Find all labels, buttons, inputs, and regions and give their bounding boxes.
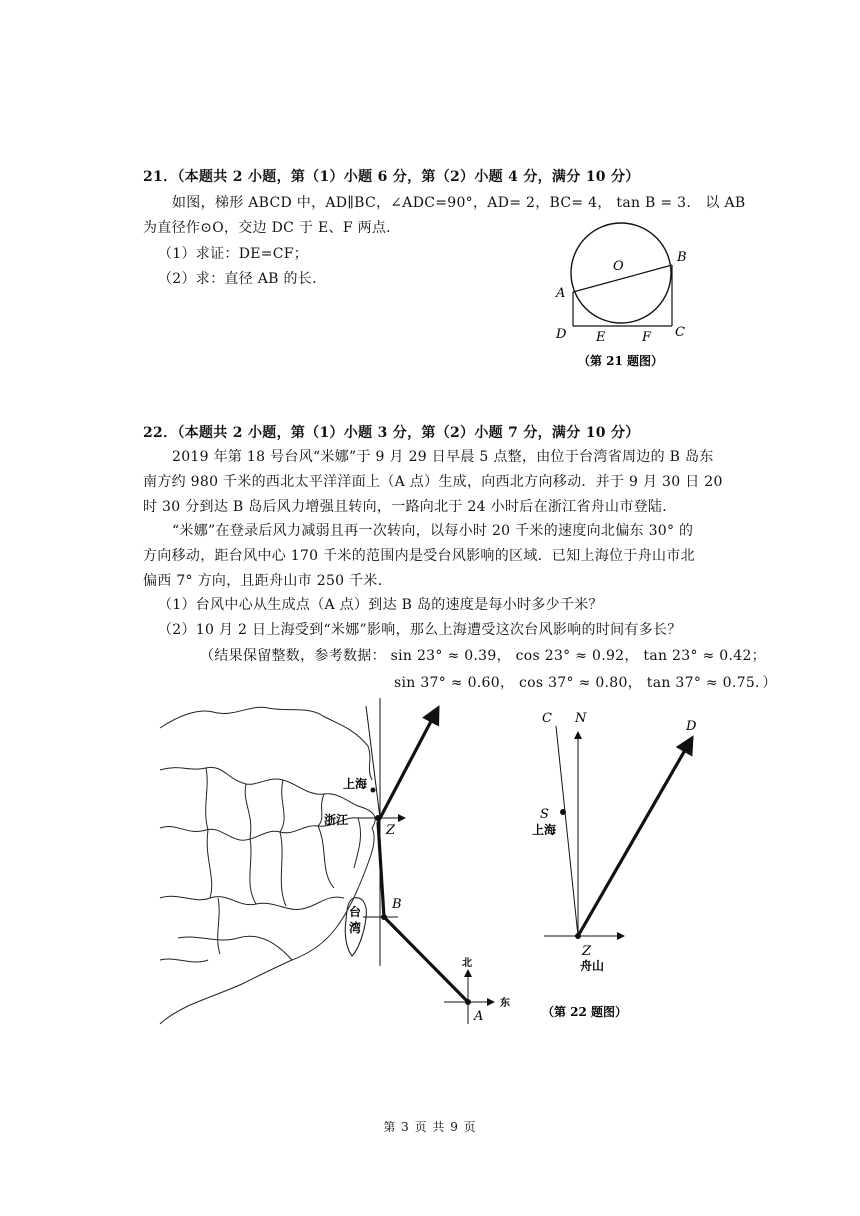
map-label-north: 北 [462, 958, 472, 969]
diagram-label-shanghai: 上海 [532, 823, 557, 837]
q22-paragraph1-line1: 2019 年第 18 号台风“米娜”于 9 月 29 日早晨 5 点整，由位于台湾省周边的 B 岛东 [172, 449, 714, 465]
q22-subquestion-1: （1）台风中心从生成点（A 点）到达 B 岛的速度是每小时多少千米？ [158, 597, 603, 613]
map-label-shanghai: 上海 [343, 777, 368, 791]
label-d: D [556, 327, 567, 342]
typhoon-path-after-landfall [378, 708, 438, 822]
diagram-label-s: S [540, 807, 549, 822]
point-b [381, 914, 387, 920]
shanghai-bearing-line [366, 706, 380, 818]
diagram-label-z: Z [582, 944, 592, 959]
q22-header: 22．（本题共 2 小题，第（1）小题 3 分，第（2）小题 7 分，满分 10 分） [143, 425, 640, 441]
q21-caption: （第 21 题图） [578, 354, 664, 368]
q21-header: 21．（本题共 2 小题，第（1）小题 6 分，第（2）小题 4 分，满分 10 分） [143, 169, 640, 185]
zc-line [556, 726, 578, 936]
typhoon-path-bz [378, 822, 384, 917]
map-label-taiwan-1: 台 [349, 905, 362, 919]
diagram-label-n: N [575, 711, 587, 726]
q22-paragraph2-line2: 方向移动，距台风中心 170 千米的范围内是受台风影响的区域．已知上海位于舟山市北 [143, 548, 695, 564]
point-z [375, 815, 381, 821]
page-footer: 第 3 页 共 9 页 [383, 1120, 477, 1134]
point-shanghai [371, 788, 376, 793]
map-label-east: 东 [500, 998, 510, 1009]
q22-paragraph2-line3: 偏西 7° 方向，且距舟山市 250 千米． [143, 573, 393, 589]
q22-caption: （第 22 题图） [542, 1005, 628, 1019]
diagram-label-zhoushan: 舟山 [580, 959, 605, 973]
q22-reference-line2: sin 37° ≈ 0.60， cos 37° ≈ 0.80， tan 37° ≈ 0.75．） [394, 675, 777, 691]
q22-subquestion-2: （2）10 月 2 日上海受到“米娜”影响，那么上海遭受这次台风影响的时间有多长？ [158, 622, 682, 638]
map-outline [160, 707, 375, 1024]
q21-text-line1: 如图，梯形 ABCD 中，AD∥BC，∠ADC=90°，AD= 2，BC= 4， tan B = 3． 以 AB [172, 195, 746, 211]
q21-subquestion-2: （2）求：直径 AB 的长． [158, 271, 327, 287]
diagram-label-d: D [686, 719, 697, 734]
map-label-a: A [474, 1009, 484, 1024]
q22-reference-line1: （结果保留整数，参考数据： sin 23° ≈ 0.39， cos 23° ≈ 0.92， tan 23° ≈ 0.42； [200, 648, 766, 664]
q22-map [158, 698, 520, 1033]
point-z-diagram [575, 933, 581, 939]
label-b: B [677, 250, 687, 265]
q21-subquestion-1: （1）求证：DE=CF； [158, 246, 309, 262]
label-a: A [556, 286, 566, 301]
label-e: E [596, 330, 606, 345]
label-o: O [613, 259, 624, 274]
q22-paragraph1-line2: 南方约 980 千米的西北太平洋洋面上（A 点）生成，向西北方向移动．并于 9 月 30 日 20 [143, 474, 723, 490]
label-c: C [675, 325, 685, 340]
q21-text-line2: 为直径作⊙O，交边 DC 于 E、F 两点． [143, 220, 401, 236]
map-label-z: Z [386, 823, 396, 838]
q22-paragraph2-line1: “米娜”在登录后风力减弱且再一次转向，以每小时 20 千米的速度向北偏东 30° 的 [172, 523, 694, 539]
point-s [560, 809, 566, 815]
map-label-b: B [392, 897, 402, 912]
q21-figure [540, 205, 720, 370]
point-a [465, 999, 471, 1005]
diagram-label-c: C [542, 711, 552, 726]
map-label-taiwan-2: 湾 [349, 921, 362, 935]
zd-path [578, 738, 692, 936]
q22-direction-diagram [530, 698, 730, 1028]
map-label-zhejiang: 浙江 [324, 813, 349, 827]
typhoon-path-ab [384, 917, 468, 1002]
q22-paragraph1-line3: 时 30 分到达 B 岛后风力增强且转向，一路向北于 24 小时后在浙江省舟山市登陆． [143, 499, 677, 515]
label-f: F [642, 330, 652, 345]
